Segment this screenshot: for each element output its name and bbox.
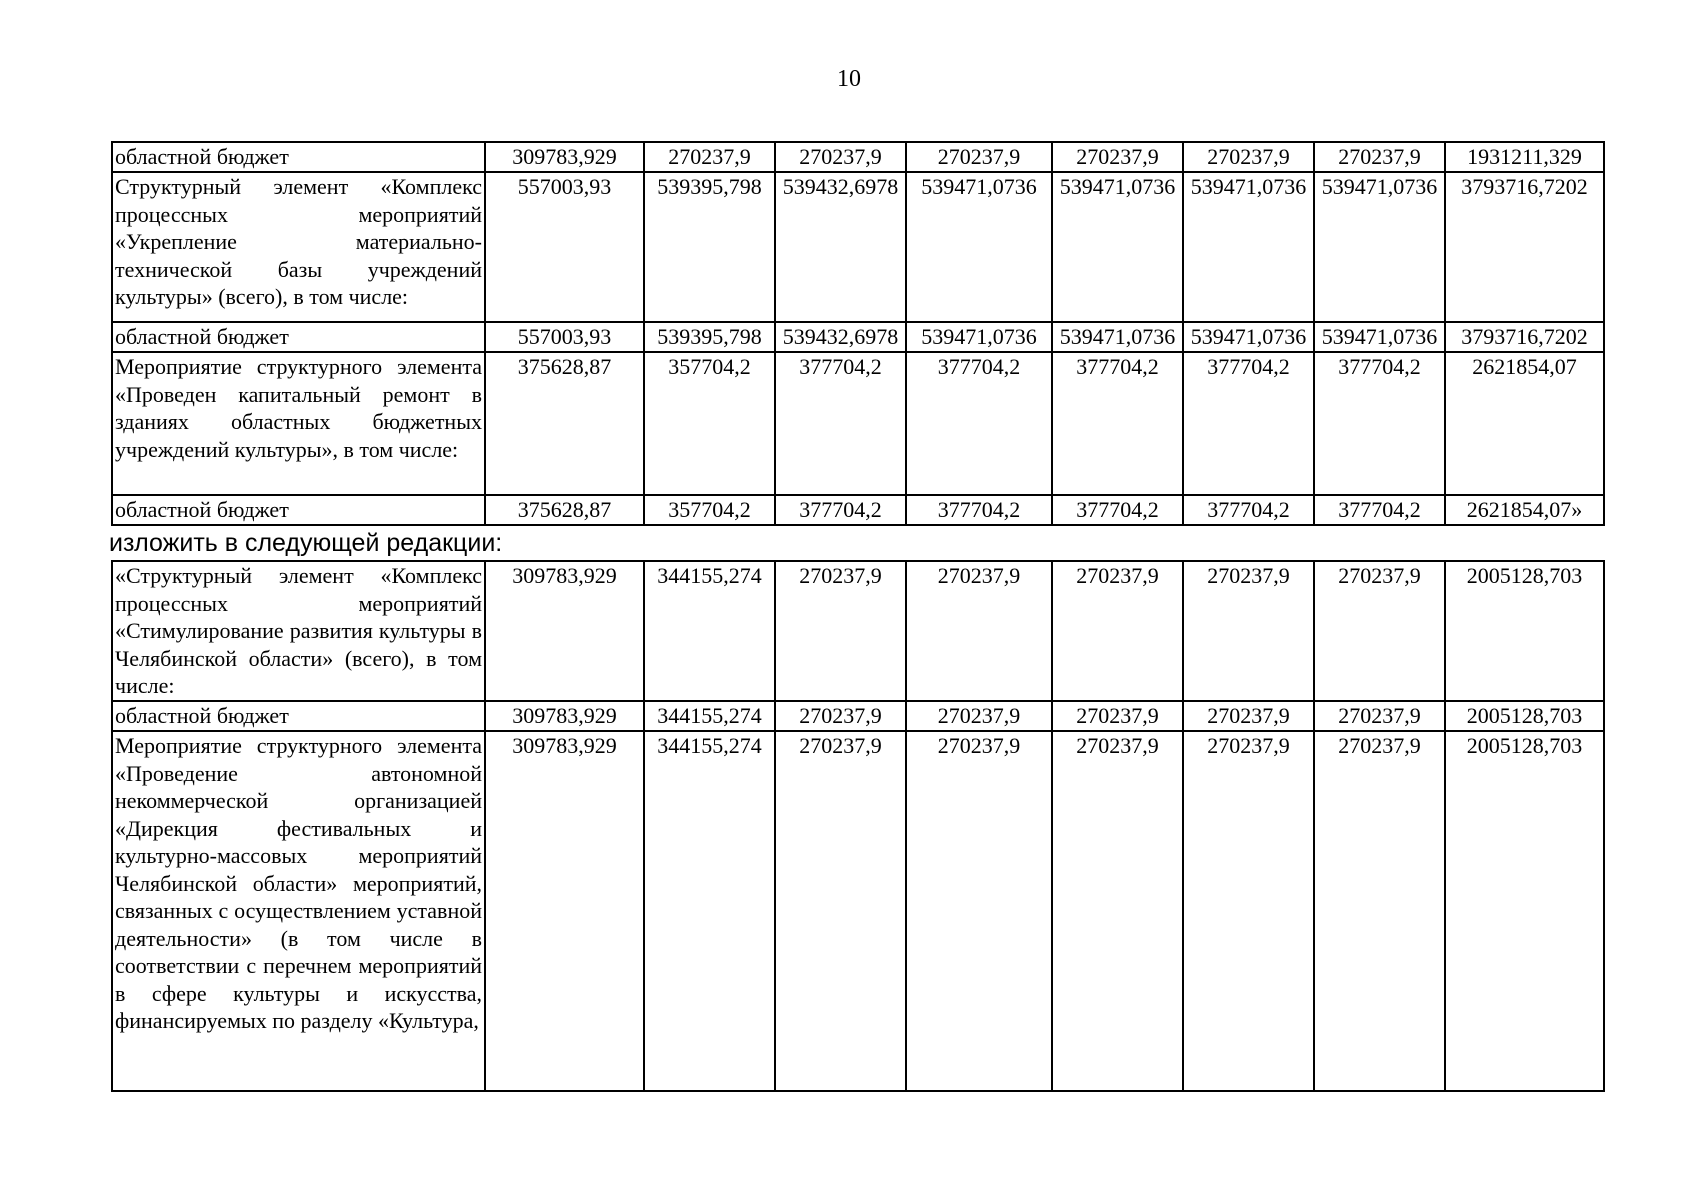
table-row (112, 731, 1604, 1091)
value-cell: 539471,0736 (1183, 172, 1314, 322)
value-cell: 270237,9 (1314, 701, 1445, 731)
value-cell: 377704,2 (775, 352, 906, 495)
total-cell: 2621854,07» (1445, 495, 1604, 525)
value-cell: 377704,2 (1314, 352, 1445, 495)
total-cell: 2005128,703 (1445, 701, 1604, 731)
value-cell: 557003,93 (485, 172, 644, 322)
value-cell: 270237,9 (1183, 561, 1314, 701)
value-cell: 539471,0736 (906, 172, 1052, 322)
value-cell: 377704,2 (1052, 495, 1183, 525)
value-cell: 270237,9 (775, 701, 906, 731)
value-cell: 270237,9 (775, 731, 906, 1091)
value-cell: 309783,929 (485, 561, 644, 701)
amendment-heading: изложить в следующей редакции: (109, 529, 503, 557)
value-cell: 377704,2 (1314, 495, 1445, 525)
value-cell: 270237,9 (1052, 561, 1183, 701)
value-cell: 357704,2 (644, 352, 775, 495)
total-cell: 2005128,703 (1445, 731, 1604, 1091)
value-cell: 270237,9 (1183, 142, 1314, 172)
value-cell: 270237,9 (775, 142, 906, 172)
value-cell: 377704,2 (775, 495, 906, 525)
table-row (112, 172, 1604, 322)
value-cell: 539395,798 (644, 322, 775, 352)
value-cell: 377704,2 (1183, 495, 1314, 525)
value-cell: 309783,929 (485, 142, 644, 172)
value-cell: 270237,9 (644, 142, 775, 172)
value-cell: 270237,9 (1314, 142, 1445, 172)
value-cell: 539432,6978 (775, 172, 906, 322)
value-cell: 270237,9 (1052, 731, 1183, 1091)
row-label: «Структурный элемент «Комплекс процессных мероприятий «Стимулирование развития культуры в Челябинской области» (всего), в том числе: (112, 561, 485, 701)
row-label: областной бюджет (112, 322, 485, 352)
value-cell: 539471,0736 (1052, 322, 1183, 352)
value-cell: 377704,2 (906, 352, 1052, 495)
row-label: областной бюджет (112, 701, 485, 731)
value-cell: 557003,93 (485, 322, 644, 352)
value-cell: 344155,274 (644, 731, 775, 1091)
value-cell: 344155,274 (644, 701, 775, 731)
value-cell: 270237,9 (1183, 701, 1314, 731)
value-cell: 270237,9 (906, 701, 1052, 731)
budget-table-current (111, 141, 1605, 526)
budget-table-revised (111, 560, 1605, 1092)
value-cell: 344155,274 (644, 561, 775, 701)
value-cell: 539471,0736 (1314, 322, 1445, 352)
value-cell: 377704,2 (1183, 352, 1314, 495)
row-label: Структурный элемент «Комплекс процессных мероприятий «Укрепление материально-технической базы учреждений культуры» (всего), в том числе: (112, 172, 485, 322)
total-cell: 2005128,703 (1445, 561, 1604, 701)
value-cell: 270237,9 (775, 561, 906, 701)
value-cell: 539471,0736 (906, 322, 1052, 352)
value-cell: 539432,6978 (775, 322, 906, 352)
table-row (112, 322, 1604, 352)
row-label: Мероприятие структурного элемента «Проведение автономной некоммерческой организацией «Дирекция фестивальных и культурно-массовых мероприятий Челябинской области» мероприятий, связанных с осуществлением уставной деятельности» (в том числе в соответствии с перечнем мероприятий в сфере культуры и искусства, финансируемых по разделу «Культура, (112, 731, 485, 1091)
table-row (112, 561, 1604, 701)
value-cell: 270237,9 (906, 731, 1052, 1091)
value-cell: 270237,9 (1314, 561, 1445, 701)
total-cell: 3793716,7202 (1445, 172, 1604, 322)
table-row (112, 701, 1604, 731)
value-cell: 270237,9 (1052, 701, 1183, 731)
value-cell: 270237,9 (1183, 731, 1314, 1091)
value-cell: 377704,2 (1052, 352, 1183, 495)
value-cell: 375628,87 (485, 495, 644, 525)
value-cell: 270237,9 (906, 142, 1052, 172)
value-cell: 539395,798 (644, 172, 775, 322)
row-label: областной бюджет (112, 142, 485, 172)
value-cell: 539471,0736 (1183, 322, 1314, 352)
value-cell: 270237,9 (906, 561, 1052, 701)
total-cell: 3793716,7202 (1445, 322, 1604, 352)
total-cell: 2621854,07 (1445, 352, 1604, 495)
value-cell: 357704,2 (644, 495, 775, 525)
value-cell: 309783,929 (485, 731, 644, 1091)
value-cell: 539471,0736 (1052, 172, 1183, 322)
value-cell: 270237,9 (1314, 731, 1445, 1091)
row-label: Мероприятие структурного элемента «Проведен капитальный ремонт в зданиях областных бюджетных учреждений культуры», в том числе: (112, 352, 485, 495)
page-number: 10 (837, 66, 861, 92)
value-cell: 377704,2 (906, 495, 1052, 525)
table-row (112, 142, 1604, 172)
value-cell: 309783,929 (485, 701, 644, 731)
value-cell: 375628,87 (485, 352, 644, 495)
row-label: областной бюджет (112, 495, 485, 525)
value-cell: 270237,9 (1052, 142, 1183, 172)
table-row (112, 352, 1604, 495)
value-cell: 539471,0736 (1314, 172, 1445, 322)
table-row (112, 495, 1604, 525)
total-cell: 1931211,329 (1445, 142, 1604, 172)
